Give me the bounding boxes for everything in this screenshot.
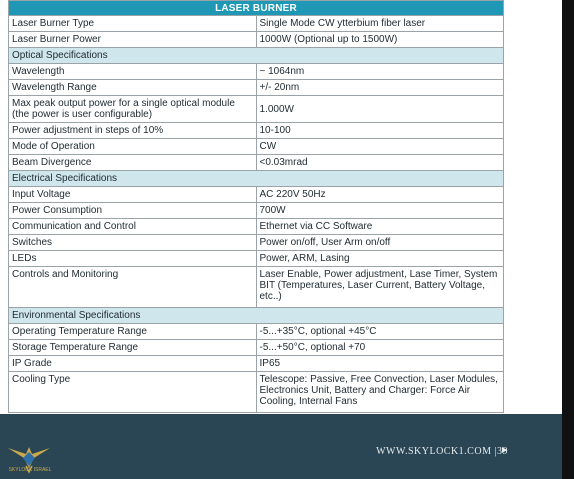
spec-label: LEDs xyxy=(9,251,257,267)
section-header-row xyxy=(9,308,504,324)
spec-label: Operating Temperature Range xyxy=(9,324,257,340)
spec-row xyxy=(9,356,504,372)
spec-label: Switches xyxy=(9,235,257,251)
footer-page-number: 39 xyxy=(497,446,508,457)
spec-label: IP Grade xyxy=(9,356,257,372)
spec-value: -5...+35°C, optional +45°C xyxy=(256,324,504,340)
spec-value: Ethernet via CC Software xyxy=(256,219,504,235)
spec-row xyxy=(9,139,504,155)
spec-value: Telescope: Passive, Free Convection, Laser Modules, Electronics Unit, Battery and Charger: Force Air Cooling, Internal Fans xyxy=(256,372,504,413)
spec-value: Power on/off, User Arm on/off xyxy=(256,235,504,251)
spec-label: Max peak output power for a single optical module (the power is user configurable) xyxy=(9,96,257,123)
spec-value: Single Mode CW ytterbium fiber laser xyxy=(256,16,504,32)
spec-value: <0.03mrad xyxy=(256,155,504,171)
table-title: LASER BURNER xyxy=(9,1,504,16)
spec-row xyxy=(9,324,504,340)
spec-label: Wavelength Range xyxy=(9,80,257,96)
section-title: Optical Specifications xyxy=(9,48,504,64)
logo-caption: SKYLOCK ISRAEL xyxy=(8,467,52,473)
spec-label: Cooling Type xyxy=(9,372,257,413)
spec-label: Beam Divergence xyxy=(9,155,257,171)
spec-value: CW xyxy=(256,139,504,155)
spec-value: ~ 1064nm xyxy=(256,64,504,80)
spec-value: 1000W (Optional up to 1500W) xyxy=(256,32,504,48)
spec-row xyxy=(9,372,504,413)
spec-row xyxy=(9,187,504,203)
table-title-row xyxy=(9,1,504,16)
footer-separator: | xyxy=(494,446,497,457)
spec-label: Wavelength xyxy=(9,64,257,80)
spec-value: AC 220V 50Hz xyxy=(256,187,504,203)
spec-label: Input Voltage xyxy=(9,187,257,203)
page-footer xyxy=(0,414,562,479)
arrow-right-icon xyxy=(502,447,507,453)
spec-label: Mode of Operation xyxy=(9,139,257,155)
spec-label: Controls and Monitoring xyxy=(9,267,257,308)
section-header-row xyxy=(9,171,504,187)
dark-side-edge xyxy=(562,0,574,479)
spec-row xyxy=(9,32,504,48)
spec-value: 700W xyxy=(256,203,504,219)
spec-label: Power adjustment in steps of 10% xyxy=(9,123,257,139)
spec-value: IP65 xyxy=(256,356,504,372)
spec-value: Power, ARM, Lasing xyxy=(256,251,504,267)
spec-row xyxy=(9,155,504,171)
section-title: Electrical Specifications xyxy=(9,171,504,187)
spec-row xyxy=(9,219,504,235)
spec-label: Laser Burner Type xyxy=(9,16,257,32)
footer-website: WWW.SKYLOCK1.COM xyxy=(376,446,492,457)
spec-row xyxy=(9,80,504,96)
spec-label: Storage Temperature Range xyxy=(9,340,257,356)
spec-label: Laser Burner Power xyxy=(9,32,257,48)
spec-value: -5...+50°C, optional +70 xyxy=(256,340,504,356)
spec-value: Laser Enable, Power adjustment, Lase Timer, System BIT (Temperatures, Laser Current, Battery Voltage, etc..) xyxy=(256,267,504,308)
section-header-row xyxy=(9,48,504,64)
spec-row xyxy=(9,96,504,123)
spec-label: Communication and Control xyxy=(9,219,257,235)
spec-row xyxy=(9,340,504,356)
spec-row xyxy=(9,203,504,219)
spec-row xyxy=(9,235,504,251)
spec-row xyxy=(9,251,504,267)
spec-label: Power Consumption xyxy=(9,203,257,219)
spec-row xyxy=(9,123,504,139)
spec-row xyxy=(9,267,504,308)
section-title: Environmental Specifications xyxy=(9,308,504,324)
spec-row xyxy=(9,64,504,80)
spec-value: 10-100 xyxy=(256,123,504,139)
spec-value: +/- 20nm xyxy=(256,80,504,96)
spec-value: 1.000W xyxy=(256,96,504,123)
footer-site-label xyxy=(376,446,508,457)
laser-burner-spec-table xyxy=(8,0,504,413)
spec-row xyxy=(9,16,504,32)
